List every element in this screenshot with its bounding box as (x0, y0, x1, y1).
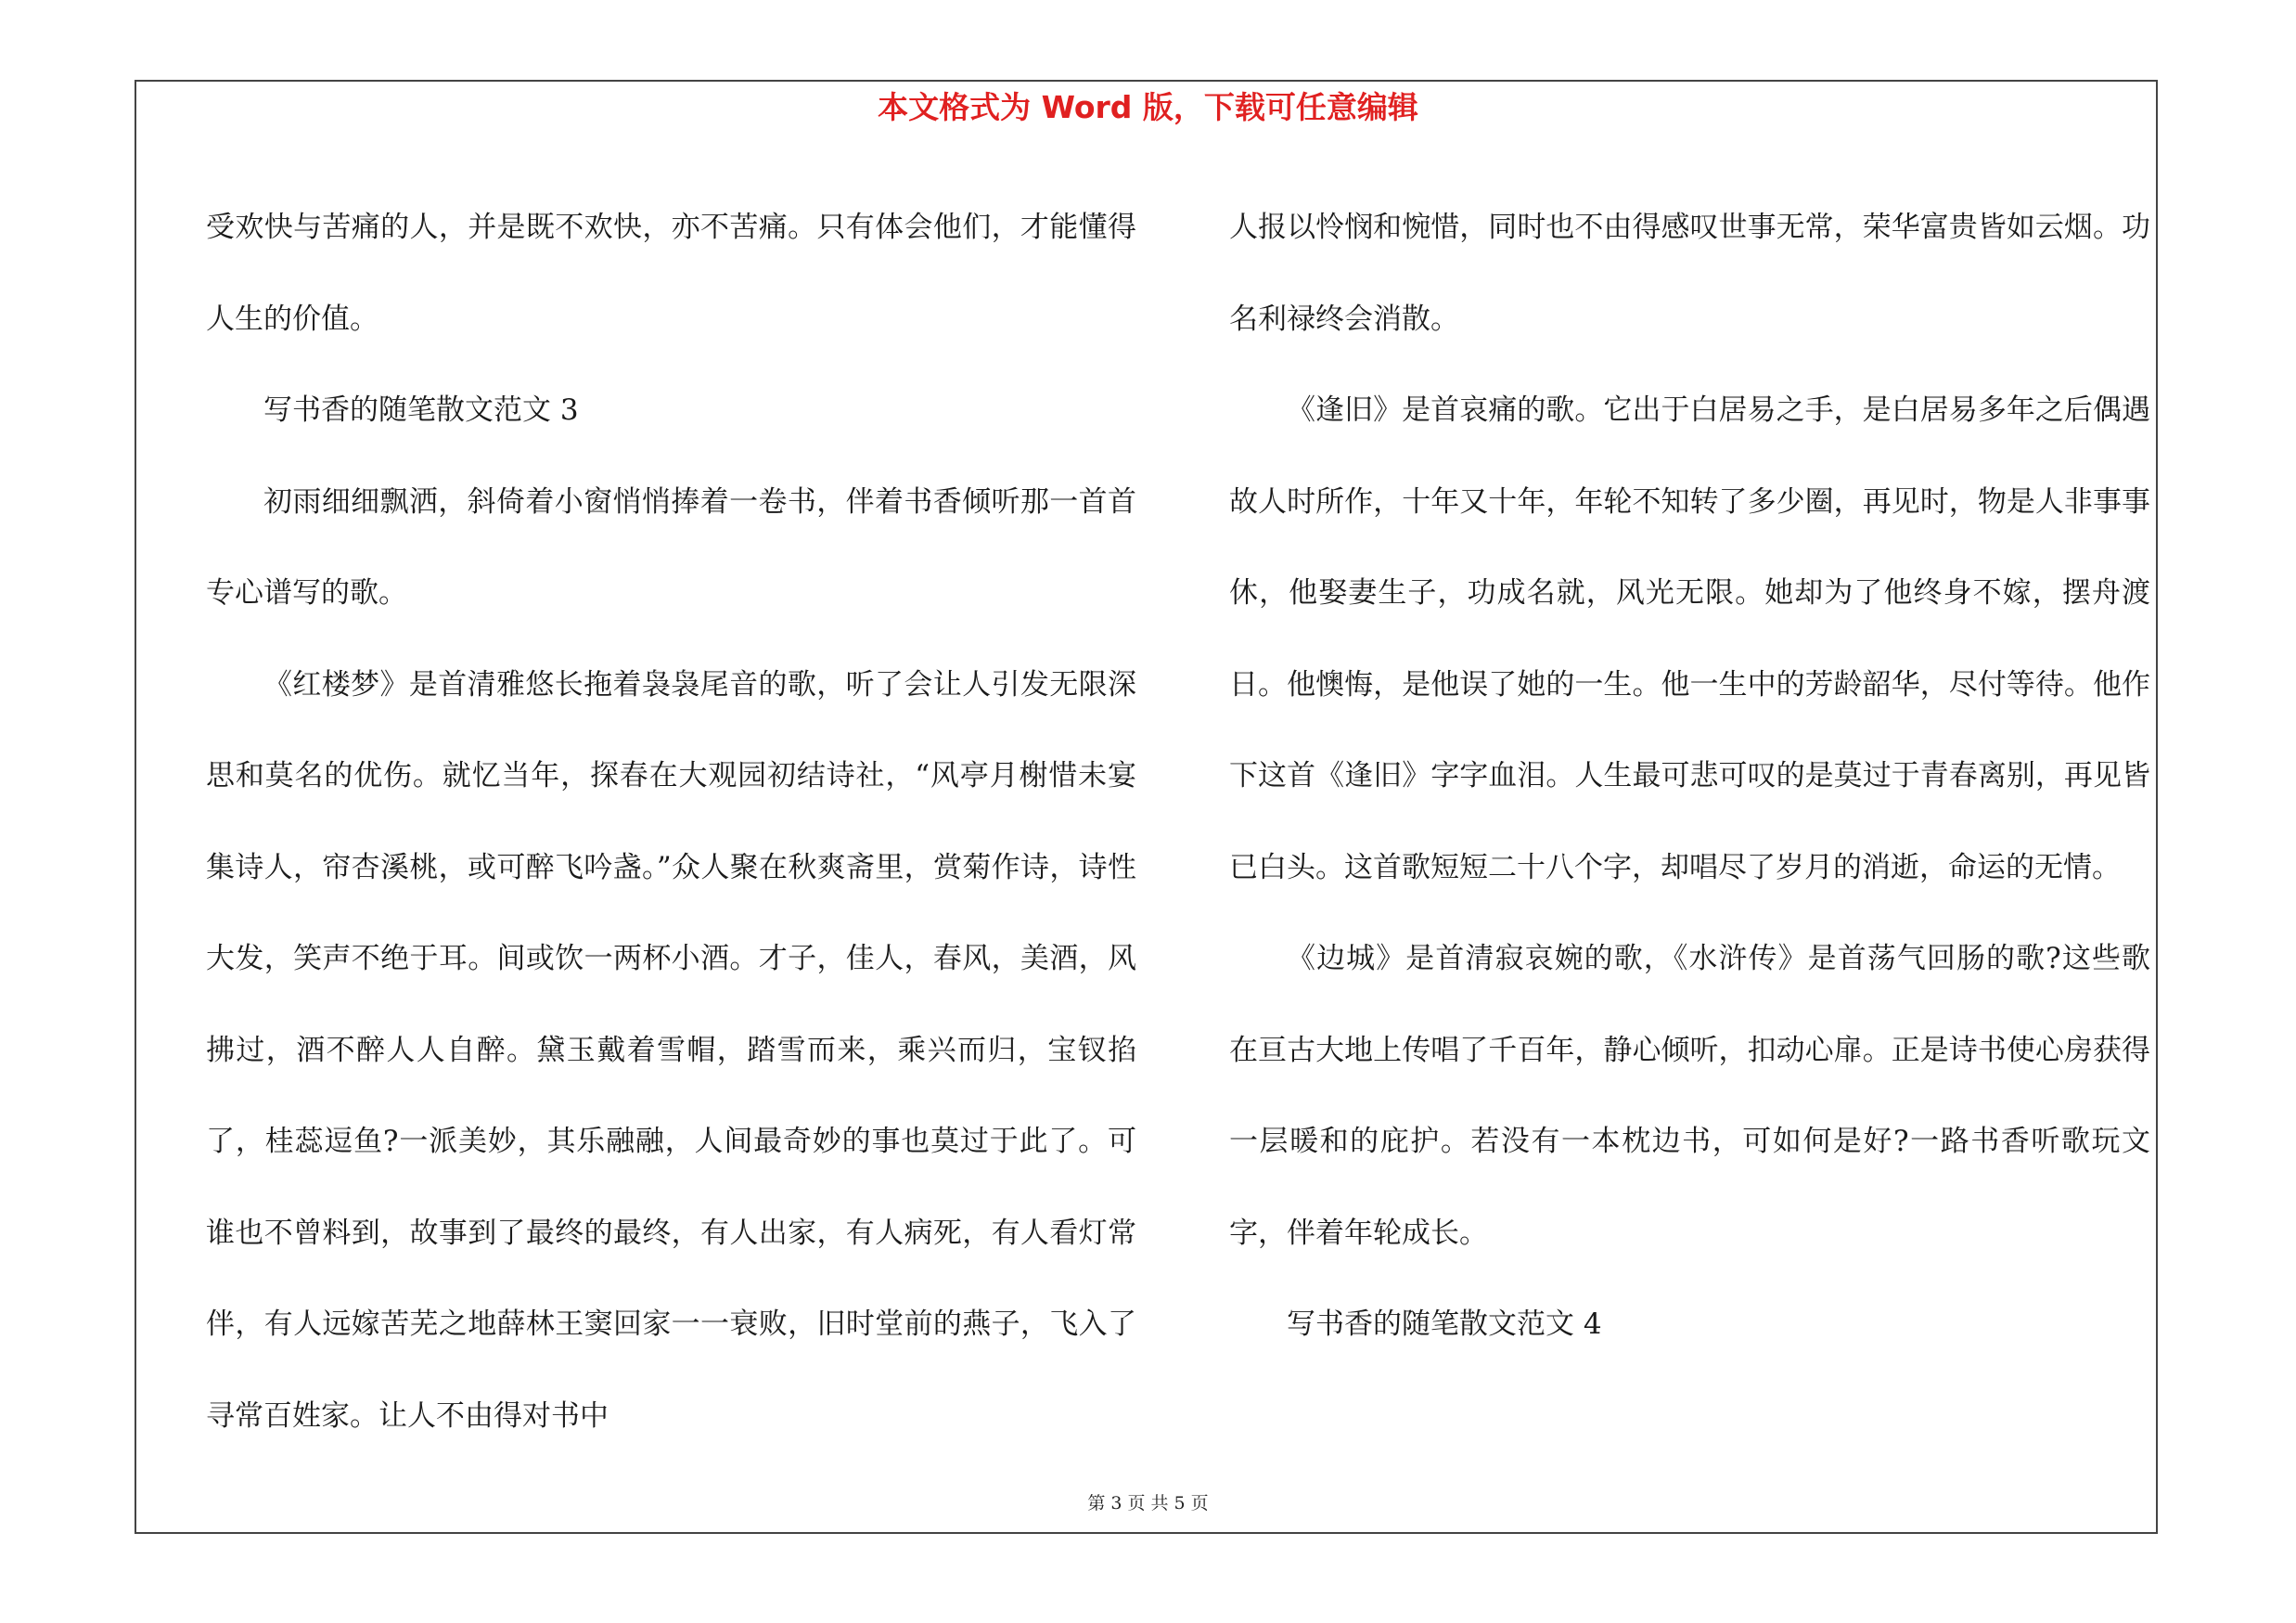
document-header-banner: 本文格式为 Word 版，下载可任意编辑 (878, 89, 1418, 125)
paragraph: 《红楼梦》是首清雅悠长拖着袅袅尾音的歌，听了会让人引发无限深思和莫名的优伤。就忆当年，探春在大观园初结诗社，“风亭月榭惜未宴集诗人，帘杏溪桃，或可醉飞吟盏。”众人聚在秋爽斋里，赏菊作诗，诗性大发，笑声不绝于耳。间或饮一两杯小酒。才子，佳人，春风，美酒，风拂过，酒不醉人人自醉。黛玉戴着雪帽，踏雪而来，乘兴而归，宝钗掐了，桂蕊逗鱼?一派美妙，其乐融融，人间最奇妙的事也莫过于此了。可谁也不曾料到，故事到了最终的最终，有人出家，有人病死，有人看灯常伴，有人远嫁苦芜之地薛林王窦回家一一衰败，旧时堂前的燕子，飞入了寻常百姓家。让人不由得对书中 (206, 667, 1136, 1433)
paragraph-continued: 人报以怜悯和惋惜，同时也不由得感叹世事无常，荣华富贵皆如云烟。功名利禄终会消散。 (1229, 211, 2150, 336)
paragraph-continued: 受欢快与苦痛的人，并是既不欢快，亦不苦痛。只有体会他们，才能懂得人生的价值。 (206, 211, 1136, 336)
paragraph: 《逢旧》是首哀痛的歌。它出于白居易之手，是白居易多年之后偶遇故人时所作，十年又十年，年轮不知转了多少圈，再见时，物是人非事事休，他娶妻生子，功成名就，风光无限。她却为了他终身不嫁，摆舟渡日。他懊悔，是他误了她的一生。他一生中的芳龄韶华，尽付等待。他作下这首《逢旧》字字血泪。人生最可悲可叹的是莫过于青春离别，再见皆已白头。这首歌短短二十八个字，却唱尽了岁月的消逝，命运的无情。 (1229, 393, 2150, 884)
left-text-column (206, 182, 1136, 1462)
section-heading-essay-4: 写书香的随笔散文范文 4 (1287, 1307, 1602, 1341)
paragraph: 初雨细细飘洒，斜倚着小窗悄悄捧着一卷书，伴着书香倾听那一首首专心谱写的歌。 (206, 484, 1136, 610)
paragraph: 《边城》是首清寂哀婉的歌，《水浒传》是首荡气回肠的歌?这些歌在亘古大地上传唱了千百年，静心倾听，扣动心扉。正是诗书使心房获得一层暖和的庇护。若没有一本枕边书，可如何是好?一路书香听歌玩文字，伴着年轮成长。 (1229, 942, 2150, 1250)
page-number-footer: 第 3 页 共 5 页 (1087, 1493, 1209, 1514)
right-text-column (1229, 182, 2150, 1371)
section-heading-essay-3: 写书香的随笔散文范文 3 (263, 393, 579, 427)
